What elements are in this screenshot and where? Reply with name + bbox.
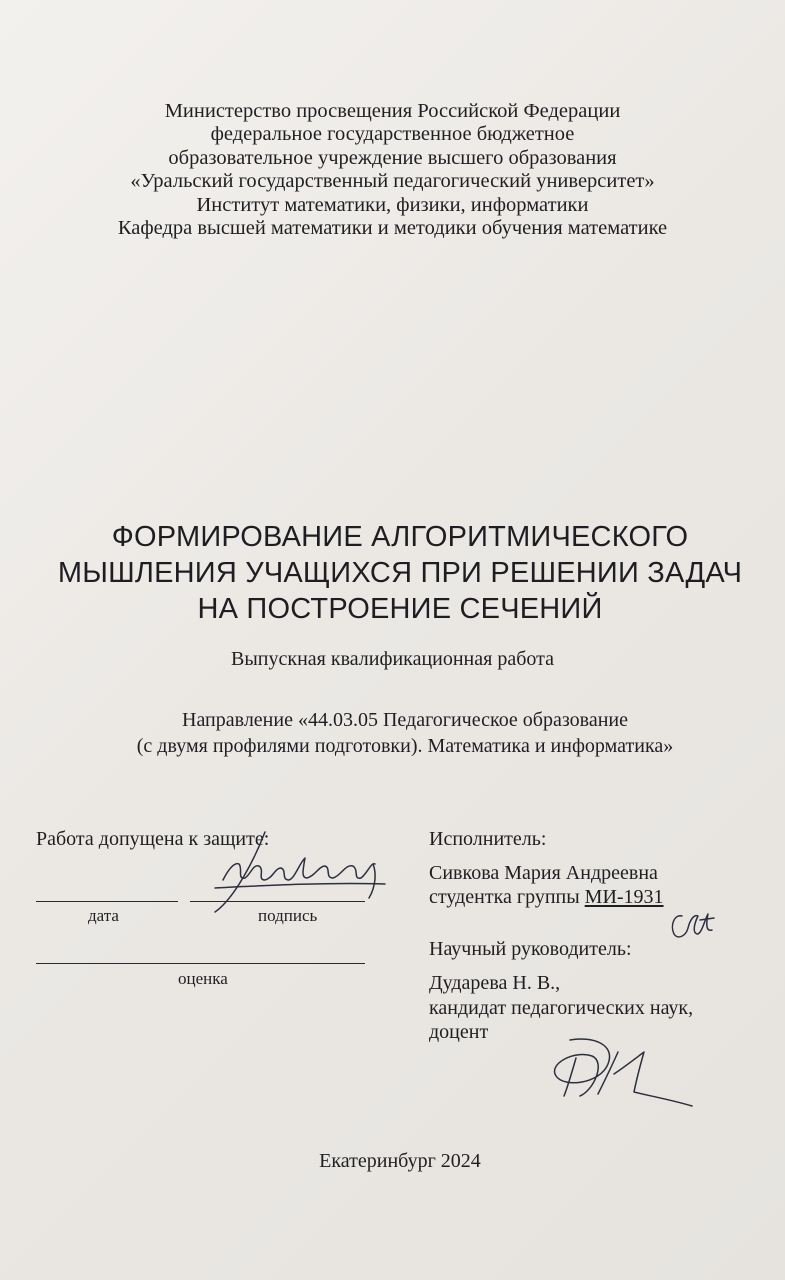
supervisor-degree: кандидат педагогических наук, bbox=[429, 997, 694, 1019]
department-name: Кафедра высшей математики и методики обучения математике bbox=[117, 217, 668, 240]
city-year: Екатеринбург 2024 bbox=[319, 1150, 481, 1172]
institute-name: Институт математики, физики, информатики bbox=[196, 193, 589, 216]
thesis-title-line: ФОРМИРОВАНИЕ АЛГОРИТМИЧЕСКОГО bbox=[111, 521, 689, 553]
grade-caption: оценка bbox=[178, 969, 228, 988]
grade-line bbox=[36, 963, 365, 964]
supervisor-position: доцент bbox=[429, 1021, 489, 1043]
supervisor-label: Научный руководитель: bbox=[429, 938, 632, 960]
work-type: Выпускная квалификационная работа bbox=[231, 648, 554, 670]
thesis-title-line: МЫШЛЕНИЯ УЧАЩИХСЯ ПРИ РЕШЕНИИ ЗАДАЧ bbox=[57, 557, 743, 589]
executor-signature bbox=[668, 906, 718, 948]
supervisor-signature bbox=[540, 1030, 700, 1112]
date-line bbox=[36, 901, 178, 902]
signature-caption: подпись bbox=[258, 906, 318, 925]
education-level-line: образовательное учреждение высшего образования bbox=[168, 146, 617, 169]
direction-line: Направление «44.03.05 Педагогическое образование bbox=[182, 709, 628, 731]
group-number: МИ-1931 bbox=[584, 886, 664, 908]
admission-label: Работа допущена к защите: bbox=[36, 828, 270, 850]
study-direction bbox=[0, 707, 785, 759]
admission-signature bbox=[195, 828, 395, 920]
thesis-title-line: НА ПОСТРОЕНИЕ СЕЧЕНИЙ bbox=[197, 593, 603, 625]
executor-group bbox=[429, 886, 664, 909]
thesis-title bbox=[0, 519, 785, 627]
direction-line: (с двумя профилями подготовки). Математика и информатика» bbox=[136, 735, 674, 757]
institution-type-line: федеральное государственное бюджетное bbox=[210, 123, 575, 146]
date-caption: дата bbox=[88, 906, 119, 925]
university-name: «Уральский государственный педагогический университет» bbox=[130, 170, 655, 193]
executor-label: Исполнитель: bbox=[429, 828, 547, 850]
institution-header bbox=[0, 100, 785, 240]
executor-name: Сивкова Мария Андреевна bbox=[429, 862, 658, 884]
ministry-line: Министерство просвещения Российской Федерации bbox=[164, 100, 621, 122]
group-prefix: студентка группы bbox=[429, 886, 585, 908]
supervisor-name: Дударева Н. В., bbox=[429, 972, 561, 994]
